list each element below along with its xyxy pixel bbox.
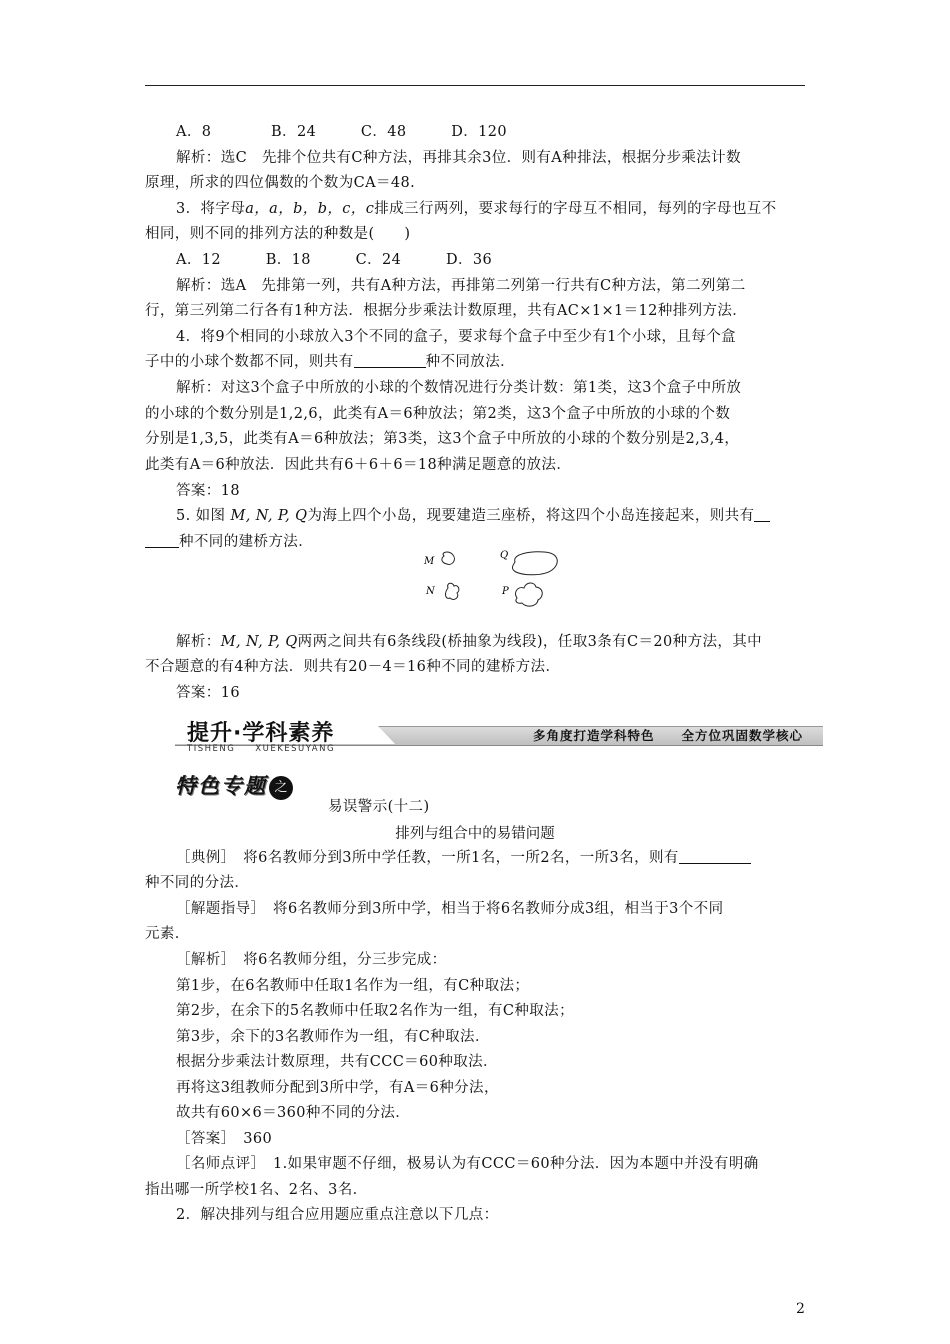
q2-solution-line2: 原理，所求的四位偶数的个数为CA＝48. (145, 175, 416, 191)
answer-blank (145, 533, 179, 548)
q5-solution-line2: 不合题意的有4种方法．则共有20－4＝16种不同的建桥方法． (145, 659, 561, 675)
analysis-line6: 再将这3组教师分配到3所中学，有A＝6种分法， (176, 1080, 499, 1096)
analysis-line5: 根据分步乘法计数原理，共有CCC＝60种取法． (176, 1054, 498, 1070)
q4-answer: 答案：18 (176, 483, 240, 499)
header-rule (145, 85, 805, 86)
q5-stem-line2: 种不同的建桥方法． (145, 532, 313, 552)
q5-answer: 答案：16 (176, 685, 240, 701)
q3-stem-line1: 3．将字母a，a，b，b，c，c排成三行两列，要求每行的字母互不相同，每列的字母也互不 (176, 201, 777, 217)
q4-solution-line1: 解析：对这3个盒子中所放的小球的个数情况进行分类计数：第1类，这3个盒子中所放 (176, 380, 742, 396)
island-q-shape (512, 552, 557, 575)
comment-line1: ［名师点评］ 1.如果审题不仔细，极易认为有CCC＝60种分法．因为本题中并没有明确 (176, 1156, 759, 1172)
analysis-step2: 第2步，在余下的5名教师中任取2名作为一组，有C种取法； (176, 1003, 574, 1019)
section-title: 排列与组合中的易错问题 (395, 826, 555, 842)
analysis-step3: 第3步，余下的3名教师作为一组，有C种取法． (176, 1029, 490, 1045)
analysis-line7: 故共有60×6＝360种不同的分法． (176, 1105, 411, 1121)
q4-stem-line2: 子中的小球个数都不同，则共有 种不同放法． (145, 354, 516, 370)
q3-options: A．12 B．18 C．24 D．36 (176, 252, 493, 268)
islands-figure (420, 548, 570, 610)
island-m-shape (442, 552, 455, 564)
answer-blank (354, 353, 426, 368)
label-m: M (424, 556, 435, 567)
q4-stem-line1: 4．将9个相同的小球放入3个不同的盒子，要求每个盒子中至少有1个小球，且每个盒 (176, 329, 736, 345)
q3-solution-line2: 行，第三列第二行各有1种方法．根据分步乘法计数原理，共有AC×1×1＝12种排列方法． (145, 303, 748, 319)
label-q: Q (500, 550, 509, 561)
label-n: N (426, 586, 435, 597)
q2-solution-line1: 解析：选C 先排个位共有C种方法，再排其余3位．则有A种排法，根据分步乘法计数 (176, 150, 741, 166)
example-line2: 种不同的分法． (145, 875, 250, 891)
q4-solution-line2: 的小球的个数分别是1,2,6，此类有A＝6种放法；第2类，这3个盒子中所放的小球的个数 (145, 406, 731, 422)
guide-line2: 元素． (145, 926, 190, 942)
label-p: P (502, 586, 509, 597)
analysis-line1: ［解析］ 将6名教师分组，分三步完成： (176, 952, 447, 968)
q4-solution-line4: 此类有A＝6种放法．因此共有6＋6＋6＝18种满足题意的放法． (145, 457, 572, 473)
comment-line2: 指出哪一所学校1名、2名、3名． (145, 1182, 368, 1198)
q3-solution-line1: 解析：选A 先排第一列，共有A种方法，再排第二列第一行共有C种方法，第二列第二 (176, 278, 746, 294)
q2-options: A．8 B．24 C．48 D．120 (176, 124, 508, 140)
comment-line3: 2．解决排列与组合应用题应重点注意以下几点： (176, 1207, 499, 1223)
q5-solution-line1: 解析：M, N, P, Q两两之间共有6条线段(桥抽象为线段)，任取3条有C＝20种方法，其中 (176, 634, 763, 650)
section-banner (175, 716, 823, 752)
badge-text: 特色专题 (175, 774, 267, 798)
answer-blank (679, 849, 751, 864)
answer-blank (754, 507, 770, 522)
page-number: 2 (796, 1301, 805, 1317)
example-line1: ［典例］ 将6名教师分到3所中学任教，一所1名，一所2名，一所3名，则有 (176, 848, 751, 868)
island-p-shape (516, 583, 543, 606)
banner-pinyin: TISHENG XUEKESUYANG (187, 744, 336, 754)
banner-slogan: 多角度打造学科特色 全方位巩固数学核心 (532, 728, 803, 743)
banner-title: 提升·学科素养 (187, 721, 335, 746)
q4-solution-line3: 分别是1,3,5，此类有A＝6种放法；第3类，这3个盒子中所放的小球的个数分别是2,3,4， (145, 431, 740, 447)
island-n-shape (446, 583, 459, 599)
analysis-step1: 第1步，在6名教师中任取1名作为一组，有C种取法； (176, 978, 530, 994)
badge-circle: 之 (269, 776, 293, 800)
q5-stem-line1: 5. 如图 M, N, P, Q为海上四个小岛，现要建造三座桥，将这四个小岛连接起来，则共有 (176, 506, 770, 526)
special-topic-badge (175, 770, 293, 802)
section-subtitle: 易误警示(十二) (328, 799, 430, 815)
q3-stem-line2: 相同，则不同的排列方法的种数是( ) (145, 226, 411, 242)
guide-line1: ［解题指导］ 将6名教师分到3所中学，相当于将6名教师分成3组，相当于3个不同 (176, 901, 724, 917)
example-answer: ［答案］ 360 (176, 1131, 273, 1147)
